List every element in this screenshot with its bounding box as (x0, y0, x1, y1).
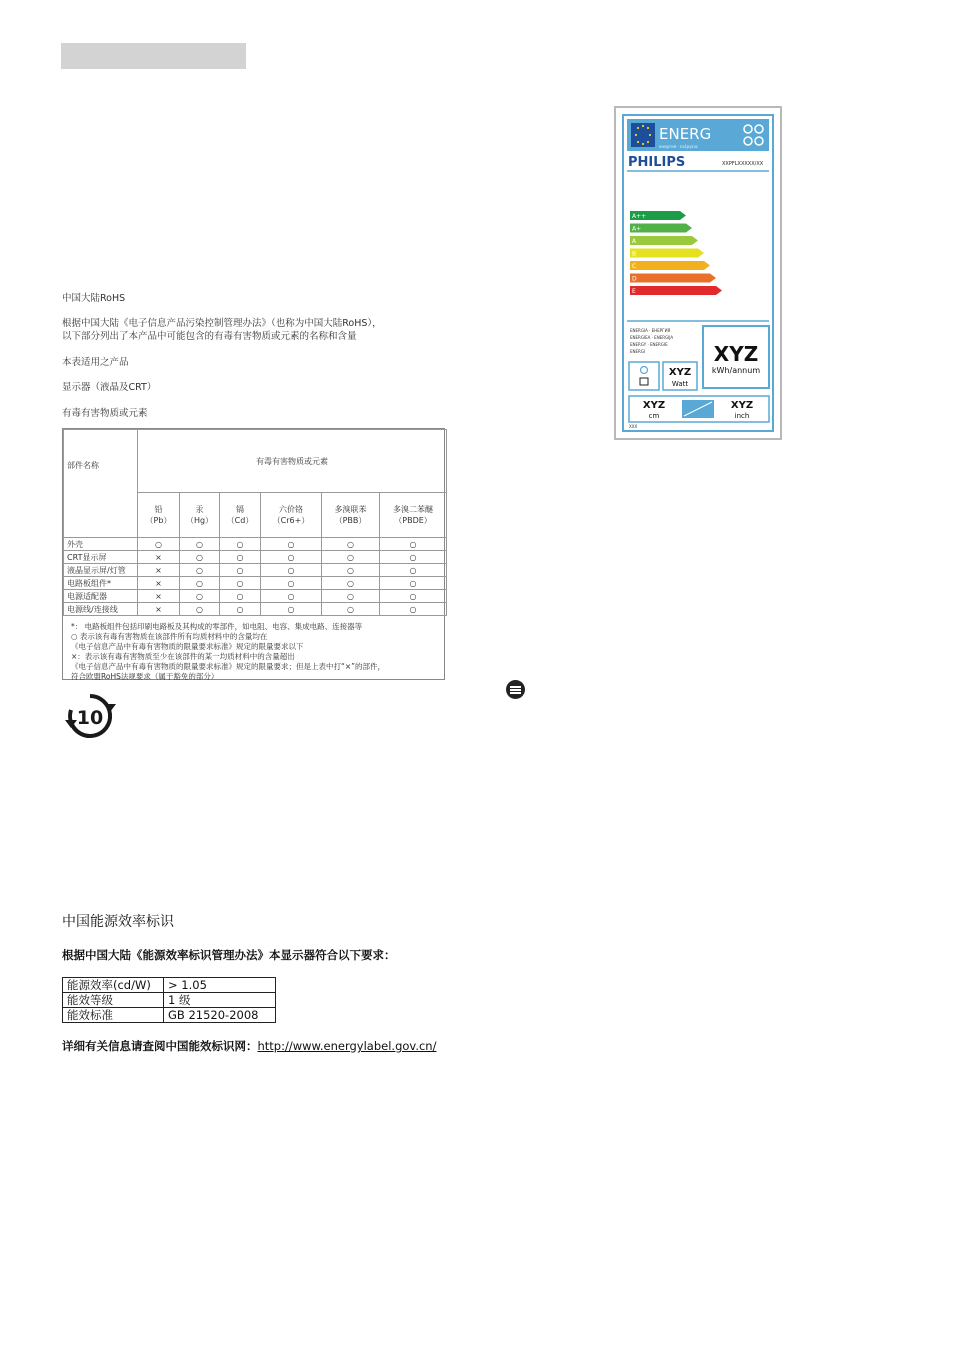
rohs-applicable: 本表适用之产品 (62, 357, 129, 368)
energylabel-link[interactable]: http://www.energylabel.gov.cn/ (257, 1039, 437, 1053)
table-row: 能效等级 1 级 (63, 993, 276, 1008)
table-row: CRT显示屏 × ○ ○ ○ ○ ○ (64, 551, 447, 564)
energy-label-header: ENERG (659, 125, 712, 143)
energy-label-graphic (624, 116, 772, 430)
cn-energy-subtitle: 根据中国大陆《能源效率标识管理办法》本显示器符合以下要求： (62, 948, 396, 962)
inch-value: XYZ (730, 400, 754, 411)
efficiency-table (62, 977, 276, 1023)
cn-energy-title: 中国能源效率标识 (62, 914, 174, 930)
energy-word: ENERGI (630, 349, 646, 354)
energy-class-bar (630, 236, 698, 245)
energy-class-bar (630, 249, 704, 258)
efup-10-recycle-icon (62, 692, 118, 740)
energy-class-label: B (632, 250, 637, 258)
rohs-substances: 有毒有害物质或元素 (62, 408, 148, 419)
cm-value: XYZ (642, 400, 666, 411)
energy-class-label: C (632, 263, 637, 270)
rohs-table-container (62, 428, 445, 680)
label-footer: XXX (629, 424, 638, 429)
brand-logo: PHILIPS (628, 155, 686, 170)
table-row: 能效标准 GB 21520-2008 (63, 1008, 276, 1023)
inch-unit: inch (734, 412, 750, 420)
energy-class-label: A (632, 238, 637, 245)
table-row: 液晶显示屏/灯管 × ○ ○ ○ ○ ○ (64, 564, 447, 577)
column-header-pbde: 多溴二苯醚 （PBDE） (380, 493, 447, 538)
column-header-pbb: 多溴联苯 （PBB） (322, 493, 380, 538)
rohs-product: 显示器（液晶及CRT） (62, 382, 157, 393)
part-name-header: 部件名称 (64, 430, 138, 538)
section-header-bar (61, 43, 246, 69)
note-line: ○ 表示该有毒有害物质在该部件所有均质材料中的含量均在 (71, 632, 268, 641)
table-row: 能源效率(cd/W) > 1.05 (63, 978, 276, 993)
column-header-pb: 铅 （Pb） (138, 493, 180, 538)
energy-class-bar (630, 274, 716, 283)
rohs-table (63, 429, 447, 616)
column-header-cd: 镉 （Cd） (220, 493, 261, 538)
note-icon (506, 680, 525, 699)
energy-class-label: E (632, 288, 636, 295)
energy-word: ENERGIA · ЕНЕРГИЯ (630, 328, 671, 333)
eu-energy-label (614, 106, 782, 440)
substance-group-header: 有毒有害物质或元素 (138, 430, 447, 493)
table-row: 电源线/连接线 × ○ ○ ○ ○ ○ (64, 603, 447, 616)
energy-label-header-small: енергия · ενέργεια (659, 144, 698, 149)
cm-unit: cm (648, 412, 660, 420)
energy-word: ENERGIEA · ENERGIJA (630, 335, 674, 340)
column-header-hg: 汞 （Hg） (180, 493, 220, 538)
kwh-unit: kWh/annum (711, 366, 761, 375)
rohs-intro-line2: 以下部分列出了本产品中可能包含的有毒有害物质或元素的名称和含量 (62, 331, 357, 342)
energy-class-bar (630, 261, 710, 270)
power-icon (641, 367, 648, 374)
kwh-value: XYZ (713, 342, 759, 366)
energy-class-label: A++ (632, 213, 647, 220)
note-line: *： 电路板组件包括印刷电路板及其构成的零部件，如电阻、电容、集成电路、连接器等 (71, 622, 363, 631)
energy-label-frame (622, 114, 774, 432)
column-header-cr6: 六价铬 （Cr6+） (261, 493, 322, 538)
efup-number: 10 (76, 707, 104, 729)
table-row: 外壳 ○ ○ ○ ○ ○ ○ (64, 538, 447, 551)
energy-class-scale (630, 211, 722, 295)
note-line: 符合欧盟RoHS法规要求（属于豁免的部分） (71, 672, 219, 681)
energy-word: ENERGY · ENERGIE (630, 342, 668, 347)
note-line: 《电子信息产品中有毒有害物质的限量要求标准》规定的限量要求以下 (71, 642, 304, 651)
link-prefix: 详细有关信息请查阅中国能效标识网： (62, 1039, 258, 1053)
energy-class-bar (630, 286, 722, 295)
cn-energy-link-line (62, 1038, 436, 1054)
rohs-title: 中国大陆RoHS (62, 293, 126, 304)
energy-class-label: A+ (632, 225, 642, 233)
checkbox-icon (640, 378, 648, 385)
model-number: XXPFLXXXXX/XX (722, 161, 764, 167)
watt-value: XYZ (668, 367, 692, 378)
note-line: ×：表示该有毒有害物质至少在该部件的某一均质材料中的含量超出 (71, 652, 295, 661)
table-row: 电路板组件* × ○ ○ ○ ○ ○ (64, 577, 447, 590)
rohs-notes (63, 616, 444, 684)
watt-unit: Watt (671, 380, 689, 388)
note-line: 《电子信息产品中有毒有害物质的限量要求标准》规定的限量要求；但是上表中打“×”的部件， (71, 662, 386, 671)
energy-class-label: D (632, 275, 637, 283)
rohs-intro-line1: 根据中国大陆《电子信息产品污染控制管理办法》（也称为中国大陆RoHS）， (62, 318, 382, 329)
table-row: 电源适配器 × ○ ○ ○ ○ ○ (64, 590, 447, 603)
